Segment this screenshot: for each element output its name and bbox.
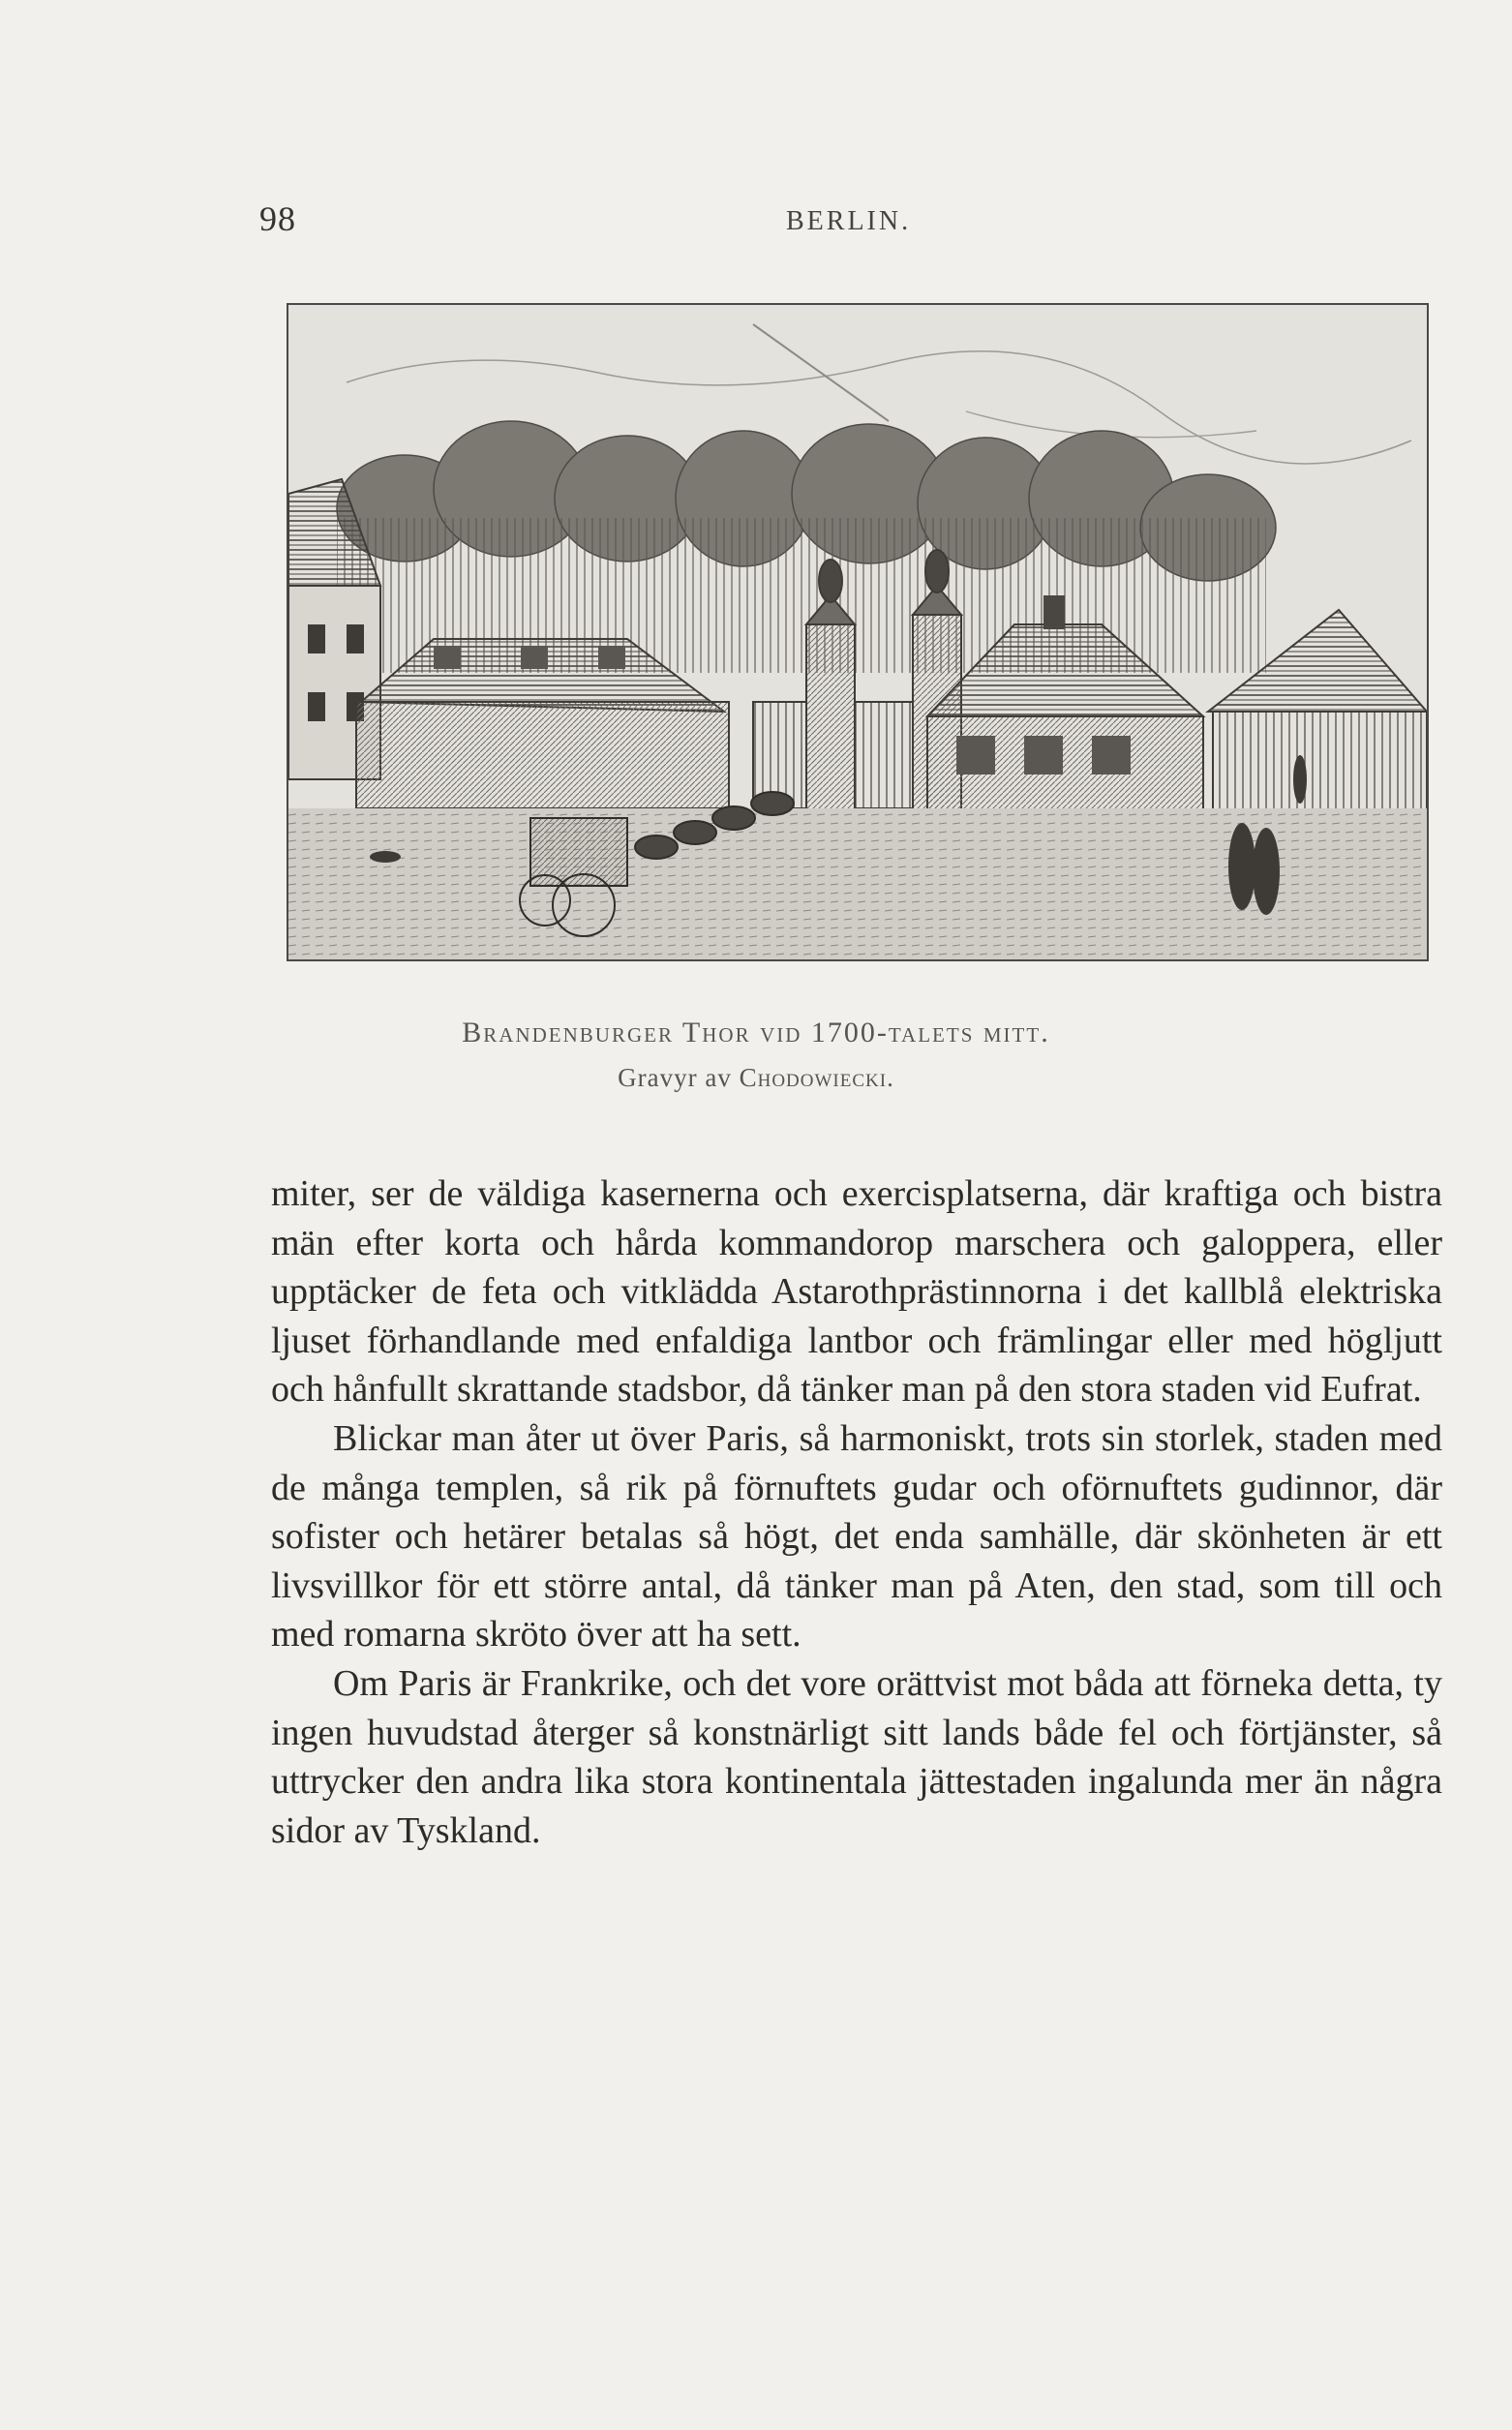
- figure-caption-title: Brandenburger Thor vid 1700-talets mitt.: [462, 1017, 1050, 1048]
- page-number: 98: [259, 199, 296, 238]
- paragraph-1: miter, ser de väldiga kasernerna och exercisplatserna, där kraftiga och bistra män efter korta och hårda kommandorop marschera och galoppera, eller upptäcker de feta och vitklädda Astarothprästinnorna i det kallblå elektriska ljuset förhandlande med enfaldiga lantbor och främlingar eller med högljutt och hånfullt skrattande stadsbor, då tänker man på den stora staden vid Eufrat.: [271, 1173, 1442, 1411]
- engraving-drawing: [288, 305, 1427, 959]
- engraving-illustration: [287, 303, 1429, 961]
- credit-prefix: Gravyr av: [618, 1063, 740, 1092]
- figure-caption-credit: [0, 1063, 1512, 1093]
- paragraph-3: Om Paris är Frankrike, och det vore orättvist mot båda att förneka detta, ty ingen huvudstad återger så konstnärligt sitt lands både fel och förtjänster, så uttrycker den andra lika stora kontinentala jättestaden ingalunda mer än några sidor av Tyskland.: [271, 1662, 1442, 1851]
- paragraph-2: Blickar man åter ut över Paris, så harmoniskt, trots sin storlek, staden med de många templen, så rik på förnuftets gudar och oförnuftets gudinnor, där sofister och hetärer betalas så högt, det enda samhälle, där skönheten är ett livsvillkor för ett större antal, då tänker man på Aten, den stad, som till och med romarna skröto över att ha sett.: [271, 1417, 1442, 1655]
- running-head: BERLIN.: [786, 206, 912, 236]
- credit-engraver-name: Chodowiecki.: [739, 1063, 894, 1092]
- page-header: [0, 198, 1512, 247]
- body-text: [271, 1169, 1442, 1855]
